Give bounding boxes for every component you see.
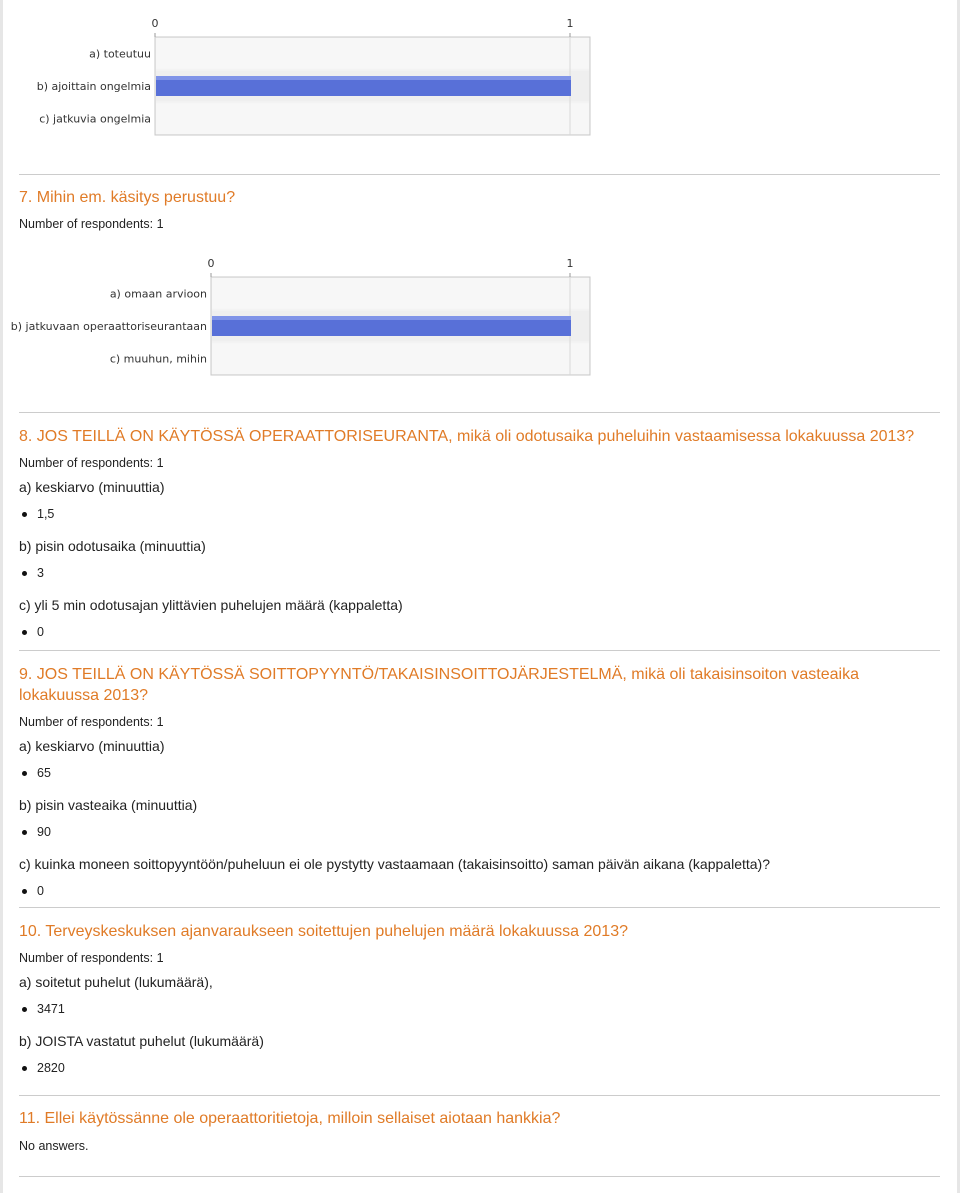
- row-stripe: [212, 343, 589, 374]
- answer-item: [19, 1001, 940, 1017]
- divider: [19, 412, 940, 413]
- tick-label: 0: [151, 17, 159, 30]
- answer-value: 90: [37, 825, 51, 839]
- sub-question-label: b) pisin vasteaika (minuuttia): [19, 797, 198, 813]
- bullet-icon: [22, 512, 27, 517]
- respondent-count: Number of respondents: 1: [19, 951, 164, 965]
- respondent-count: Number of respondents: 1: [19, 456, 164, 470]
- bullet-icon: [22, 889, 27, 894]
- sub-question-label: a) keskiarvo (minuuttia): [19, 479, 165, 495]
- divider: [19, 650, 940, 651]
- question-title: 7. Mihin em. käsitys perustuu?: [19, 189, 236, 206]
- respondent-count: Number of respondents: 1: [19, 715, 164, 729]
- bullet-icon: [22, 630, 27, 635]
- row-stripe: [156, 38, 589, 69]
- question-title: 10. Terveyskeskuksen ajanvaraukseen soitettujen puhelujen määrä lokakuussa 2013?: [19, 923, 628, 940]
- answer-value: 65: [37, 766, 51, 780]
- divider: [19, 1095, 940, 1096]
- answer-item: [19, 624, 940, 640]
- row-stripe: [156, 103, 589, 134]
- question-title: 8. JOS TEILLÄ ON KÄYTÖSSÄ OPERAATTORISEURANTA, mikä oli odotusaika puheluihin vastaamisessa lokakuussa 2013?: [19, 428, 915, 445]
- answer-value: 1,5: [37, 507, 55, 521]
- bullet-icon: [22, 571, 27, 576]
- bar-chart-q6-svg: [0, 10, 620, 140]
- divider: [19, 1176, 940, 1177]
- row-stripe: [212, 278, 589, 309]
- divider: [19, 174, 940, 175]
- bar-chart-q7-svg: [0, 250, 620, 380]
- tick-label: 0: [207, 257, 215, 270]
- category-label: b) jatkuvaan operaattoriseurantaan: [10, 320, 207, 333]
- bullet-icon: [22, 830, 27, 835]
- sub-question-label: a) soitetut puhelut (lukumäärä),: [19, 974, 213, 990]
- sub-question-label: c) kuinka moneen soittopyyntöön/puheluun ei ole pystytty vastaamaan (takaisinsoitto) saman päivän aikana (kappaletta)?: [19, 856, 770, 872]
- bar-chart-q7: [0, 250, 620, 380]
- answer-list: [19, 478, 940, 640]
- respondent-count: Number of respondents: 1: [19, 217, 164, 231]
- category-label: b) ajoittain ongelmia: [36, 80, 151, 93]
- answer-item: [19, 824, 940, 840]
- question-11: [19, 1108, 940, 1153]
- sub-question-label: c) yli 5 min odotusajan ylittävien puhelujen määrä (kappaletta): [19, 597, 403, 613]
- bullet-icon: [22, 771, 27, 776]
- answer-value: 3471: [37, 1002, 65, 1016]
- answer-item: [19, 883, 940, 899]
- bar-highlight: [212, 316, 571, 320]
- answer-item: [19, 765, 940, 781]
- answer-item: [19, 1060, 940, 1076]
- answer-value: 3: [37, 566, 44, 580]
- sub-question-label: b) pisin odotusaika (minuuttia): [19, 538, 206, 554]
- category-label: c) jatkuvia ongelmia: [39, 112, 151, 126]
- category-label: a) omaan arvioon: [109, 287, 207, 301]
- bar-highlight: [156, 76, 571, 80]
- answer-value: 0: [37, 625, 44, 639]
- question-8: [19, 426, 940, 640]
- answer-value: 0: [37, 884, 44, 898]
- answer-value: 2820: [37, 1061, 65, 1075]
- question-10: [19, 921, 940, 1076]
- question-title: 11. Ellei käytössänne ole operaattoritietoja, milloin sellaiset aiotaan hankkia?: [19, 1110, 561, 1127]
- bar-chart-q6: [0, 10, 620, 140]
- question-9: [19, 664, 940, 899]
- no-answers-text: No answers.: [19, 1139, 89, 1153]
- tick-label: 1: [566, 17, 574, 30]
- sub-question-label: a) keskiarvo (minuuttia): [19, 738, 165, 754]
- question-title: 9. JOS TEILLÄ ON KÄYTÖSSÄ SOITTOPYYNTÖ/TAKAISINSOITTOJÄRJESTELMÄ, mikä oli takaisinsoiton vasteaika lokakuussa 2013?: [19, 666, 859, 704]
- category-label: c) muuhun, mihin: [109, 352, 207, 366]
- bullet-icon: [22, 1066, 27, 1071]
- answer-list: [19, 973, 940, 1076]
- category-label: a) toteutuu: [89, 47, 151, 61]
- answer-list: [19, 737, 940, 899]
- page-left-edge: [0, 0, 3, 1193]
- answer-item: [19, 506, 940, 522]
- sub-question-label: b) JOISTA vastatut puhelut (lukumäärä): [19, 1033, 264, 1049]
- answer-item: [19, 565, 940, 581]
- question-7: [19, 187, 940, 232]
- tick-label: 1: [566, 257, 574, 270]
- bullet-icon: [22, 1007, 27, 1012]
- divider: [19, 907, 940, 908]
